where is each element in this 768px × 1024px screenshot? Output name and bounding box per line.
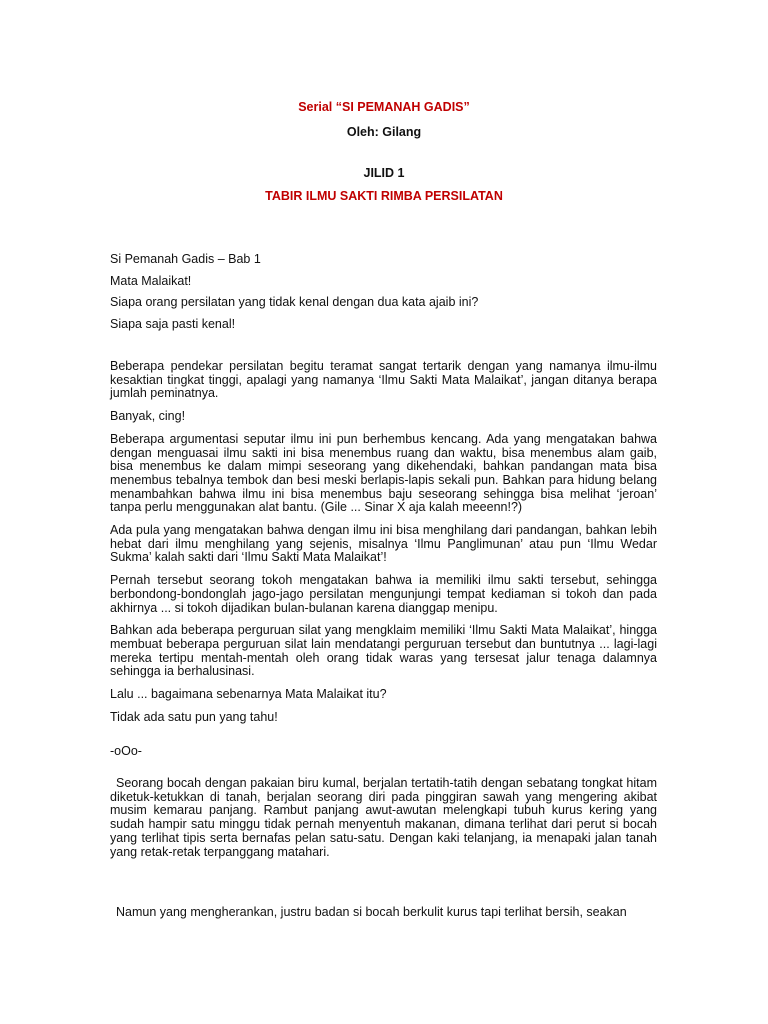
chapter-label: Si Pemanah Gadis – Bab 1 [110,252,261,266]
paragraph: Beberapa pendekar persilatan begitu teramat sangat tertarik dengan yang namanya ilmu-ilmu kesaktian tingkat tinggi, apalagi yang namanya ‘Ilmu Sakti Mata Malaikat’, jangan ditanya berapa jumlah peminatnya. [110,359,657,401]
paragraph: Lalu ... bagaimana sebenarnya Mata Malaikat itu? [110,687,387,702]
paragraph: Siapa saja pasti kenal! [110,317,236,332]
volume-label: JILID 1 [363,166,405,180]
paragraph: Mata Malaikat! [110,273,192,288]
paragraph: Seorang bocah dengan pakaian biru kumal, berjalan tertatih-tatih dengan sebatang tongkat hitam diketuk-ketukkan di tanah, berjalan seorang diri pada pinggiran sawah yang mengering akibat musim kemarau panjang. Rambut panjang awut-awutan melengkapi tubuh kurus kering yang sudah hampir satu minggu tidak pernah menyentuh makanan, dimana terlihat dari perut si bocah yang terlihat tipis serta bernafas pelan satu-satu. Dengan kaki telanjang, ia menapaki jalan tanah yang retak-retak terpanggang matahari. [110,776,657,859]
paragraph: Banyak, cing! [110,409,186,424]
paragraph: Beberapa argumentasi seputar ilmu ini pun berhembus kencang. Ada yang mengatakan bahwa dengan menguasai ilmu sakti ini bisa menembus ruang dan waktu, bisa menembus alam gaib, bisa menembus ke dalam mimpi seseorang yang dikehendaki, bahkan pandangan mata bisa menembus tebalnya tembok dan besi meski berlapis-lapis sekali pun. Bahkan para hidung belang menambahkan bahwa ilmu ini bisa menembus baju seseorang sehingga bisa melihat ‘jeroan’ tanpa perlu menggunakan alat bantu. (Gile ... Sinar X aja kalah meeenn!?) [110,431,657,515]
paragraph: Siapa orang persilatan yang tidak kenal dengan dua kata ajaib ini? [110,295,479,310]
paragraph: Bahkan ada beberapa perguruan silat yang mengklaim memiliki ‘Ilmu Sakti Mata Malaikat’, hingga membuat beberapa perguruan silat lain mendatangi perguruan tersebut dan buntutnya ... lagi-lagi mereka tertipu mentah-mentah oleh orang tidak waras yang tersesat jalur tenaga dalamnya sehingga ia berhalusinasi. [110,623,657,679]
paragraph: Ada pula yang mengatakan bahwa dengan ilmu ini bisa menghilang dari pandangan, bahkan lebih hebat dari ilmu menghilang yang sejenis, misalnya ‘Ilmu Panglimunan’ atau pun ‘Ilmu Wedar Sukma’ kalah sakti dari ‘Ilmu Sakti Mata Malaikat’! [110,523,657,565]
section-two-continued [110,906,657,920]
volume-title: TABIR ILMU SAKTI RIMBA PERSILATAN [265,189,503,203]
paragraph: Tidak ada satu pun yang tahu! [110,709,278,724]
author-line: Oleh: Gilang [346,125,422,139]
section-one [110,360,657,724]
serial-title: Serial “SI PEMANAH GADIS” [298,100,470,114]
paragraph: Namun yang mengherankan, justru badan si bocah berkulit kurus tapi terlihat bersih, seakan [116,905,627,919]
section-two [110,777,657,859]
section-separator: -oOo- [110,744,142,758]
chapter-heading-block [110,253,657,332]
paragraph: Pernah tersebut seorang tokoh mengatakan bahwa ia memiliki ilmu sakti tersebut, sehingga berbondong-bondonglah jago-jago persilatan mengunjungi tempat kediaman si tokoh dan pada akhirnya ... si tokoh dijadikan bulan-bulanan karena dianggap menipu. [110,573,657,615]
